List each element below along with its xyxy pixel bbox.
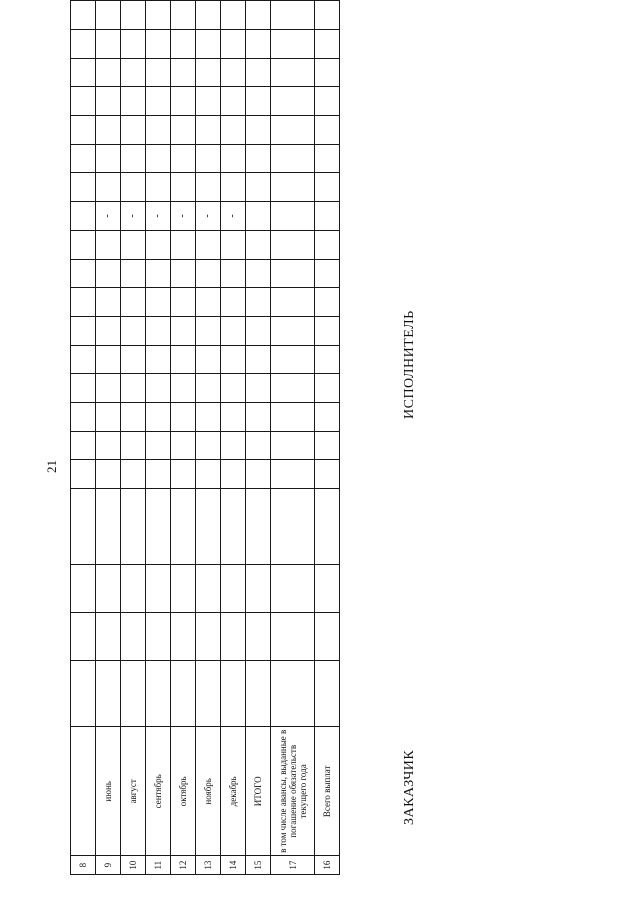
table-cell <box>171 259 196 288</box>
table-cell <box>96 29 121 58</box>
table-cell <box>196 565 221 613</box>
table-cell <box>171 431 196 460</box>
table-cell <box>221 87 246 116</box>
table-cell <box>71 374 96 403</box>
table-cell <box>221 612 246 660</box>
row-number: 8 <box>71 856 96 875</box>
table-cell <box>171 374 196 403</box>
table-cell <box>246 374 271 403</box>
table-cell <box>315 460 340 489</box>
table-cell <box>121 173 146 202</box>
table-cell <box>146 374 171 403</box>
table-cell <box>246 288 271 317</box>
table-cell <box>121 87 146 116</box>
table-cell <box>315 612 340 660</box>
row-number: 12 <box>171 856 196 875</box>
table-cell <box>246 316 271 345</box>
table-cell <box>96 173 121 202</box>
table-cell <box>315 230 340 259</box>
table-cell <box>246 431 271 460</box>
executor-signature-label: ИСПОЛНИТЕЛЬ <box>402 310 417 419</box>
table-cell <box>196 316 221 345</box>
table-cell <box>146 116 171 145</box>
table-cell <box>221 288 246 317</box>
table-cell <box>246 460 271 489</box>
table-cell <box>121 144 146 173</box>
table-cell <box>146 660 171 727</box>
table-row <box>271 1 315 875</box>
table-cell <box>96 402 121 431</box>
table-cell <box>96 288 121 317</box>
table-cell <box>196 116 221 145</box>
table-cell <box>271 58 315 87</box>
table-cell <box>221 1 246 30</box>
table-cell <box>171 612 196 660</box>
table-cell <box>246 488 271 564</box>
table-cell <box>171 460 196 489</box>
table-cell <box>171 1 196 30</box>
row-number: 11 <box>146 856 171 875</box>
table-row <box>171 1 196 875</box>
table-cell <box>315 29 340 58</box>
table-cell <box>146 345 171 374</box>
table-row <box>221 1 246 875</box>
table-cell <box>146 58 171 87</box>
table-cell <box>121 431 146 460</box>
table-cell <box>246 565 271 613</box>
table-cell <box>315 660 340 727</box>
table-cell <box>146 1 171 30</box>
table-cell <box>271 173 315 202</box>
tick-mark-cell: - <box>146 202 171 231</box>
payment-grid <box>70 0 340 875</box>
table-cell <box>221 259 246 288</box>
table-cell <box>246 230 271 259</box>
table-cell <box>221 29 246 58</box>
table-cell <box>196 87 221 116</box>
row-label: Всего выплат <box>315 727 340 856</box>
table-row <box>196 1 221 875</box>
table-cell <box>221 316 246 345</box>
table-cell <box>96 1 121 30</box>
row-label <box>71 727 96 856</box>
row-number: 17 <box>271 856 315 875</box>
table-cell <box>146 565 171 613</box>
table-cell <box>221 58 246 87</box>
table-cell <box>121 612 146 660</box>
table-cell <box>171 230 196 259</box>
tick-mark-cell: - <box>171 202 196 231</box>
table-cell <box>171 565 196 613</box>
table-cell <box>196 374 221 403</box>
table-cell <box>71 345 96 374</box>
row-label: декабрь <box>221 727 246 856</box>
table-cell <box>246 173 271 202</box>
table-cell <box>71 173 96 202</box>
table-cell <box>71 565 96 613</box>
table-cell <box>121 116 146 145</box>
table-cell <box>71 316 96 345</box>
table-cell <box>271 116 315 145</box>
table-cell <box>271 144 315 173</box>
table-cell <box>71 460 96 489</box>
table-cell <box>221 116 246 145</box>
table-cell <box>171 402 196 431</box>
table-cell <box>171 660 196 727</box>
table-cell <box>315 259 340 288</box>
table-row <box>246 1 271 875</box>
table-cell <box>315 345 340 374</box>
table-cell <box>71 488 96 564</box>
row-label: ИТОГО <box>246 727 271 856</box>
table-cell <box>96 58 121 87</box>
table-cell <box>196 612 221 660</box>
table-cell <box>246 612 271 660</box>
row-label: ноябрь <box>196 727 221 856</box>
table-cell <box>246 144 271 173</box>
table-cell <box>96 660 121 727</box>
table-cell <box>121 29 146 58</box>
table-cell <box>315 431 340 460</box>
table-cell <box>96 345 121 374</box>
row-number: 10 <box>121 856 146 875</box>
table-cell <box>221 402 246 431</box>
table-cell <box>121 488 146 564</box>
table-cell <box>71 116 96 145</box>
table-cell <box>196 144 221 173</box>
tick-mark-cell: - <box>221 202 246 231</box>
table-cell <box>196 660 221 727</box>
row-number: 16 <box>315 856 340 875</box>
table-cell <box>315 144 340 173</box>
table-cell <box>271 288 315 317</box>
table-cell <box>121 230 146 259</box>
table-cell <box>246 87 271 116</box>
table-cell <box>246 202 271 231</box>
table-cell <box>146 29 171 58</box>
table-cell <box>196 173 221 202</box>
table-cell <box>96 374 121 403</box>
table-cell <box>146 431 171 460</box>
table-cell <box>196 345 221 374</box>
table-cell <box>315 58 340 87</box>
row-number: 14 <box>221 856 246 875</box>
table-cell <box>315 116 340 145</box>
table-cell <box>246 402 271 431</box>
table-cell <box>96 116 121 145</box>
table-cell <box>96 230 121 259</box>
row-number: 13 <box>196 856 221 875</box>
table-cell <box>96 144 121 173</box>
table-cell <box>121 316 146 345</box>
table-cell <box>96 612 121 660</box>
table-cell <box>71 1 96 30</box>
table-cell <box>221 431 246 460</box>
table-cell <box>146 488 171 564</box>
table-cell <box>221 173 246 202</box>
table-cell <box>71 431 96 460</box>
table-cell <box>121 460 146 489</box>
table-cell <box>121 259 146 288</box>
table-row <box>71 1 96 875</box>
table-cell <box>271 565 315 613</box>
table-cell <box>221 488 246 564</box>
table-cell <box>71 29 96 58</box>
table-cell <box>71 612 96 660</box>
table-row <box>315 1 340 875</box>
table-cell <box>315 173 340 202</box>
table-cell <box>171 488 196 564</box>
table-cell <box>171 29 196 58</box>
table-cell <box>271 460 315 489</box>
table-cell <box>96 488 121 564</box>
table-cell <box>315 316 340 345</box>
table-cell <box>171 173 196 202</box>
table-cell <box>71 402 96 431</box>
table-cell <box>246 29 271 58</box>
table-cell <box>171 87 196 116</box>
table-cell <box>71 230 96 259</box>
table-cell <box>121 565 146 613</box>
table-cell <box>146 402 171 431</box>
table-cell <box>246 58 271 87</box>
table-cell <box>96 316 121 345</box>
table-cell <box>246 1 271 30</box>
tick-mark-cell: - <box>121 202 146 231</box>
tick-mark-cell: - <box>96 202 121 231</box>
table-cell <box>121 58 146 87</box>
table-cell <box>146 173 171 202</box>
table-cell <box>71 660 96 727</box>
table-cell <box>221 230 246 259</box>
table-cell <box>146 144 171 173</box>
table-cell <box>96 259 121 288</box>
table-cell <box>121 402 146 431</box>
table-cell <box>271 660 315 727</box>
table-cell <box>196 1 221 30</box>
row-label: в том числе авансы, выданные в погашение обязательств текущего года <box>271 727 315 856</box>
table-cell <box>146 460 171 489</box>
table-cell <box>315 402 340 431</box>
row-number: 15 <box>246 856 271 875</box>
table-cell <box>246 660 271 727</box>
table-cell <box>96 460 121 489</box>
table-cell <box>271 1 315 30</box>
table-cell <box>121 288 146 317</box>
table-cell <box>315 202 340 231</box>
table-cell <box>196 230 221 259</box>
table-cell <box>315 488 340 564</box>
table-cell <box>221 345 246 374</box>
table-cell <box>121 374 146 403</box>
table-cell <box>315 87 340 116</box>
table-cell <box>196 402 221 431</box>
table-cell <box>221 660 246 727</box>
table-cell <box>271 431 315 460</box>
table-cell <box>221 460 246 489</box>
table-cell <box>196 488 221 564</box>
table-cell <box>221 565 246 613</box>
table-cell <box>271 488 315 564</box>
table-cell <box>71 202 96 231</box>
table-cell <box>71 144 96 173</box>
table-cell <box>146 612 171 660</box>
tick-mark-cell: - <box>196 202 221 231</box>
table-cell <box>71 288 96 317</box>
table-cell <box>271 345 315 374</box>
table-cell <box>171 316 196 345</box>
table-cell <box>146 259 171 288</box>
row-label: сентябрь <box>146 727 171 856</box>
page-number: 21 <box>44 460 59 473</box>
row-label: октябрь <box>171 727 196 856</box>
table-cell <box>221 144 246 173</box>
table-cell <box>146 87 171 116</box>
table-cell <box>315 1 340 30</box>
table-cell <box>271 402 315 431</box>
table-cell <box>146 316 171 345</box>
table-row <box>96 1 121 875</box>
table-cell <box>271 316 315 345</box>
table-cell <box>271 374 315 403</box>
table-cell <box>271 612 315 660</box>
table-cell <box>221 374 246 403</box>
table-cell <box>71 58 96 87</box>
table-cell <box>96 565 121 613</box>
row-number: 9 <box>96 856 121 875</box>
table-cell <box>171 288 196 317</box>
table-cell <box>146 288 171 317</box>
table-cell <box>146 230 171 259</box>
table-row <box>146 1 171 875</box>
table-cell <box>315 565 340 613</box>
table-cell <box>196 460 221 489</box>
table-cell <box>271 230 315 259</box>
table-cell <box>196 288 221 317</box>
table-cell <box>121 345 146 374</box>
table-cell <box>271 87 315 116</box>
table-cell <box>196 431 221 460</box>
row-label: август <box>121 727 146 856</box>
table-cell <box>171 58 196 87</box>
table-cell <box>271 29 315 58</box>
table-cell <box>121 1 146 30</box>
table-cell <box>121 660 146 727</box>
table-cell <box>246 345 271 374</box>
table-cell <box>246 116 271 145</box>
table-cell <box>271 259 315 288</box>
table-cell <box>171 116 196 145</box>
table-cell <box>71 87 96 116</box>
table-cell <box>71 259 96 288</box>
table-cell <box>315 288 340 317</box>
table-cell <box>246 259 271 288</box>
payment-table <box>70 0 340 875</box>
table-cell <box>196 29 221 58</box>
table-cell <box>271 202 315 231</box>
row-label: июнь <box>96 727 121 856</box>
table-cell <box>96 87 121 116</box>
customer-signature-label: ЗАКАЗЧИК <box>402 749 417 825</box>
table-cell <box>171 144 196 173</box>
table-row <box>121 1 146 875</box>
table-cell <box>196 58 221 87</box>
table-cell <box>315 374 340 403</box>
table-cell <box>171 345 196 374</box>
table-cell <box>96 431 121 460</box>
table-cell <box>196 259 221 288</box>
